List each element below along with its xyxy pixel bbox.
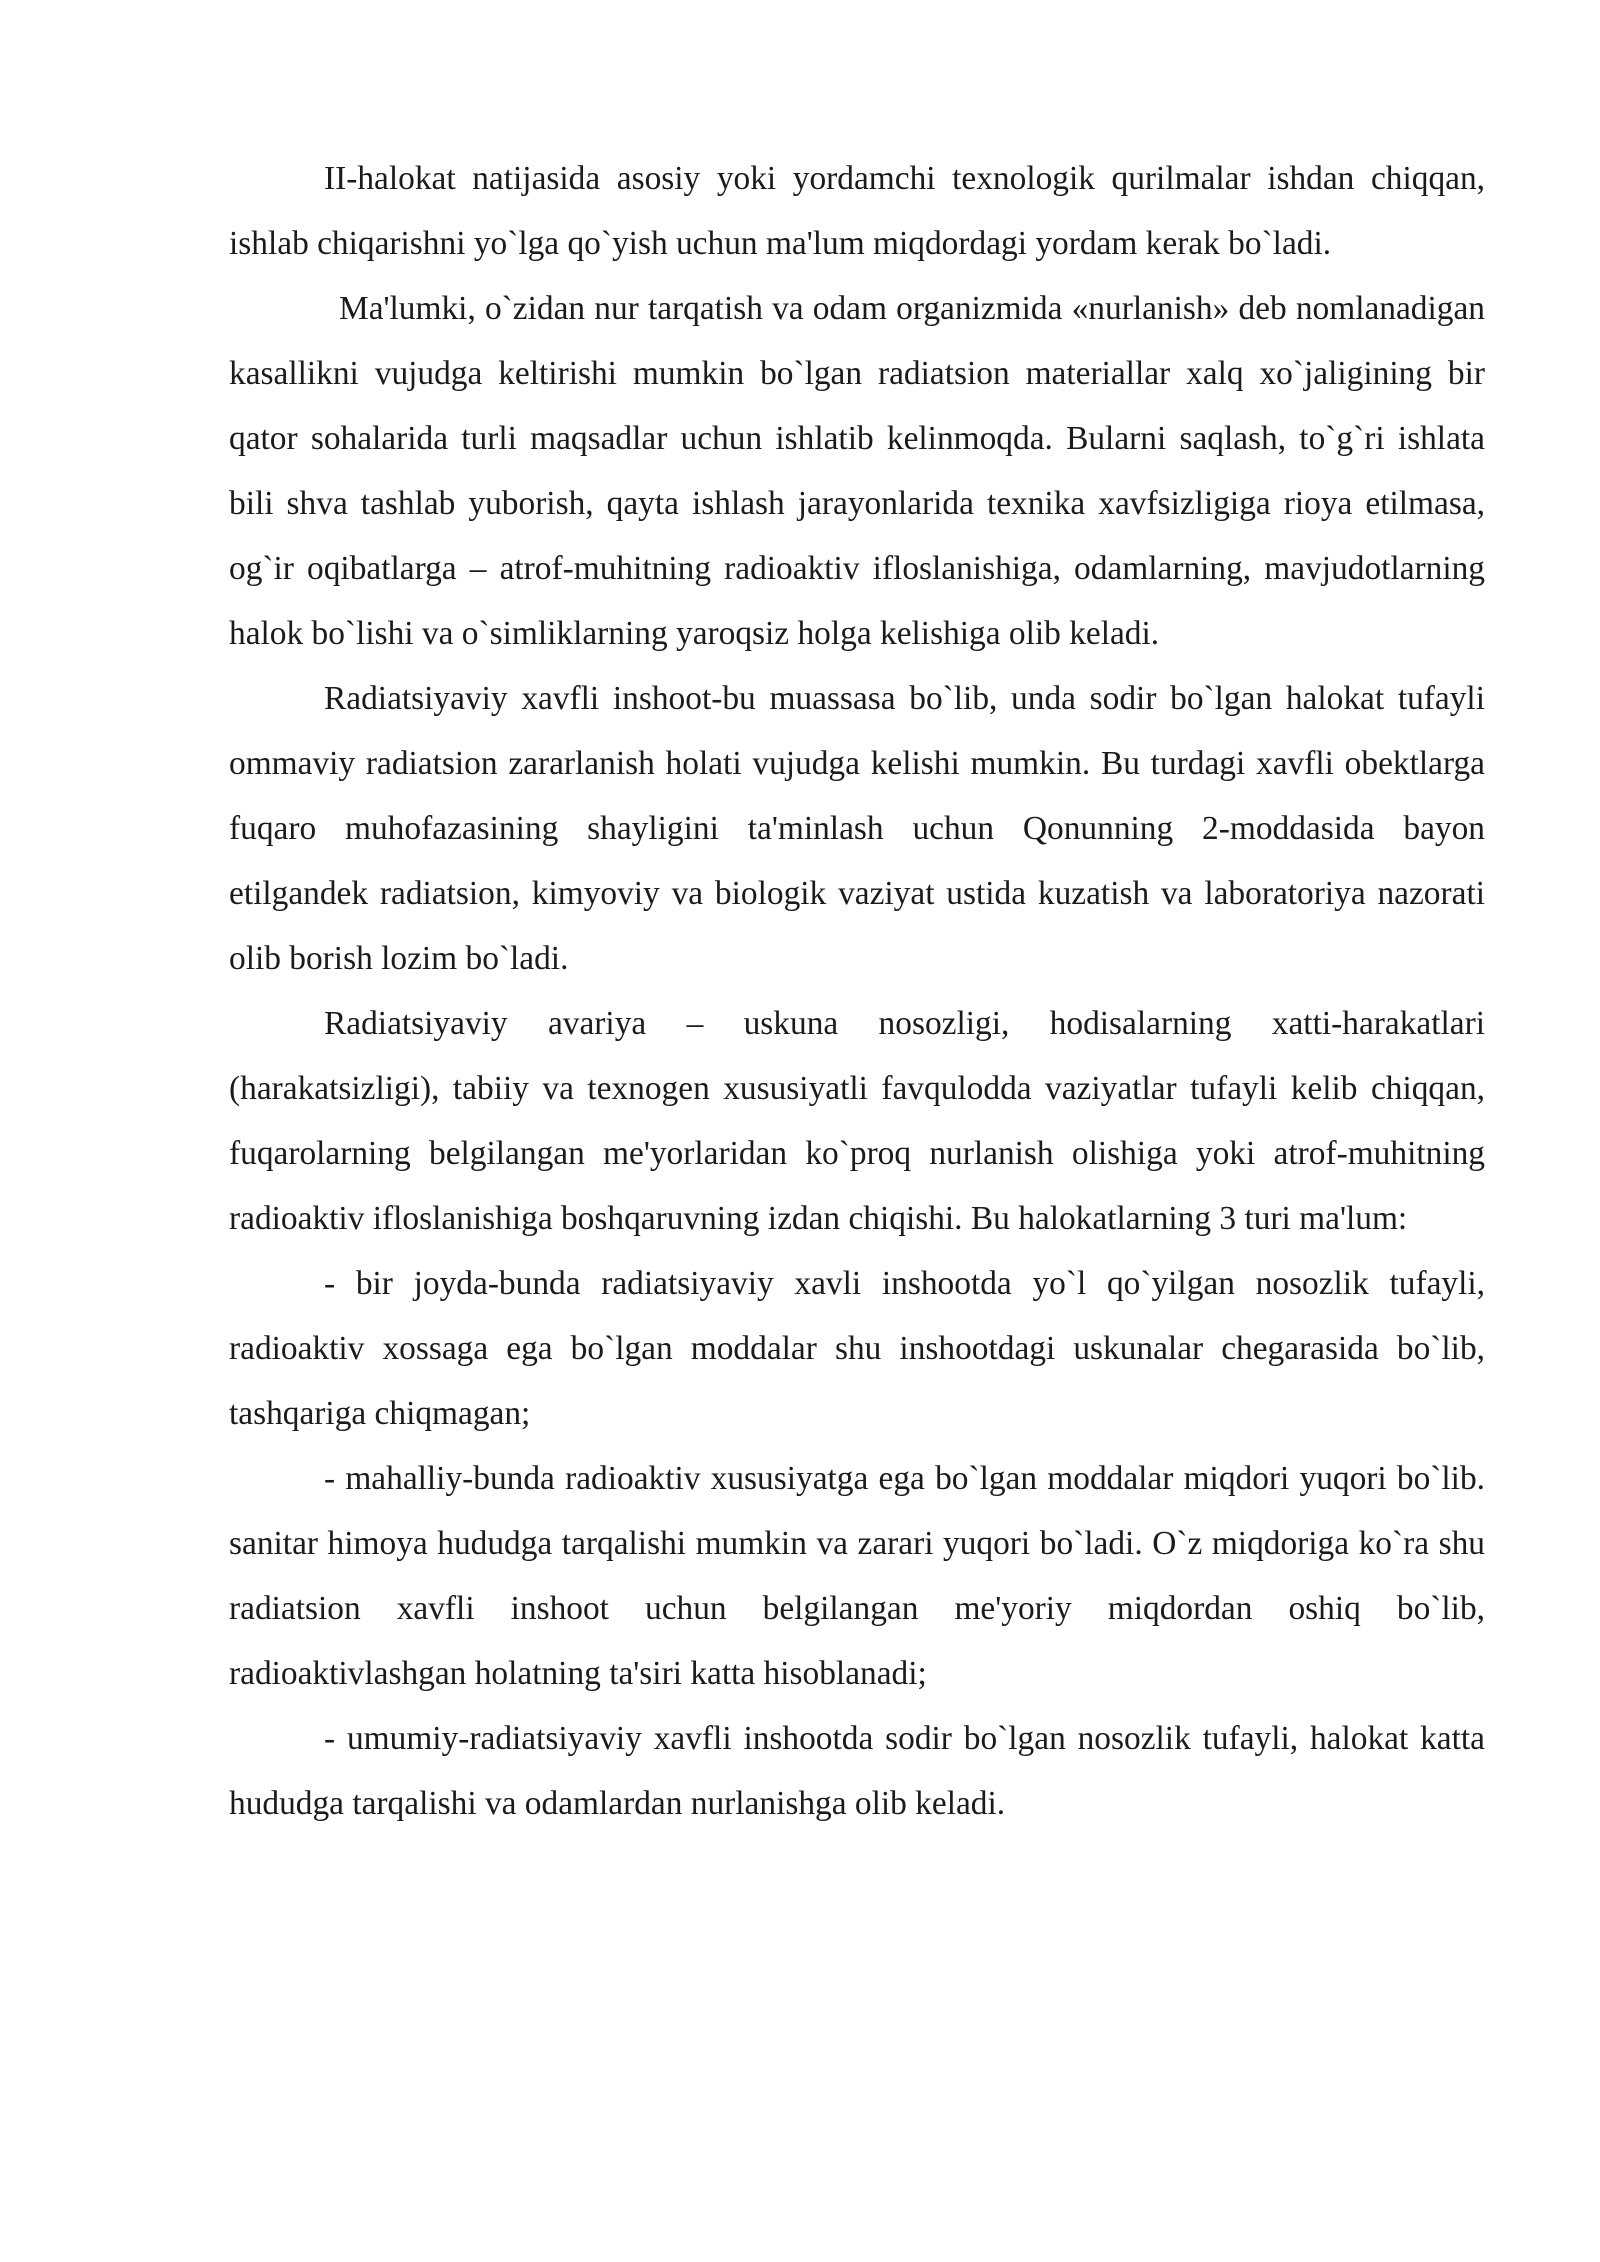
paragraph-halokat-type-2: II-halokat natijasida asosiy yoki yordamchi texnologik qurilmalar ishdan chiqqan, ishlab chiqarishni yo`lga qo`yish uchun ma'lum miqdordagi yordam kerak bo`ladi. — [229, 160, 1485, 262]
list-item-general: - umumiy-radiatsiyaviy xavfli inshootda sodir bo`lgan nosozlik tufayli, halokat katta hududga tarqalishi va odamlardan nurlanishga olib keladi. — [229, 1720, 1485, 1822]
list-item-regional: - mahalliy-bunda radioaktiv xususiyatga ega bo`lgan moddalar miqdori yuqori bo`lib. sanitar himoya hududga tarqalishi mumkin va zarari yuqori bo`ladi. O`z miqdoriga ko`ra shu radiatsion xavfli inshoot uchun belgilangan me'yoriy miqdordan oshiq bo`lib, radioaktivlashgan holatning ta'siri katta hisoblanadi; — [229, 1460, 1485, 1692]
paragraph-radiation-accident: Radiatsiyaviy avariya – uskuna nosozligi, hodisalarning xatti-harakatlari (harakatsizligi), tabiiy va texnogen xususiyatli favqulodda vaziyatlar tufayli kelib chiqqan, fuqarolarning belgilangan me'yorlaridan ko`proq nurlanish olishiga yoki atrof-muhitning radioaktiv ifloslanishiga boshqaruvning izdan chiqishi. Bu halokatlarning 3 turi ma'lum: — [229, 1005, 1485, 1237]
list-item-local: - bir joyda-bunda radiatsiyaviy xavli inshootda yo`l qo`yilgan nosozlik tufayli, radioaktiv xossaga ega bo`lgan moddalar shu inshootdagi uskunalar chegarasida bo`lib, tashqariga chiqmagan; — [229, 1265, 1485, 1432]
paragraph-radiation-materials: Ma'lumki, o`zidan nur tarqatish va odam organizmida «nurlanish» deb nomlanadigan kasallikni vujudga keltirishi mumkin bo`lgan radiatsion materiallar xalq xo`jaligining bir qator sohalarida turli maqsadlar uchun ishlatib kelinmoqda. Bularni saqlash, to`g`ri ishlata bili shva tashlab yuborish, qayta ishlash jarayonlarida texnika xavfsizligiga rioya etilmasa, og`ir oqibatlarga – atrof-muhitning radioaktiv ifloslanishiga, odamlarning, mavjudotlarning halok bo`lishi va o`simliklarning yaroqsiz holga kelishiga olib keladi. — [229, 290, 1485, 652]
paragraph-radiation-hazard-facility: Radiatsiyaviy xavfli inshoot-bu muassasa bo`lib, unda sodir bo`lgan halokat tufayli ommaviy radiatsion zararlanish holati vujudga kelishi mumkin. Bu turdagi xavfli obektlarga fuqaro muhofazasining shayligini ta'minlash uchun Qonunning 2-moddasida bayon etilgandek radiatsion, kimyoviy va biologik vaziyat ustida kuzatish va laboratoriya nazorati olib borish lozim bo`ladi. — [229, 680, 1485, 977]
document-body — [229, 146, 1485, 1836]
